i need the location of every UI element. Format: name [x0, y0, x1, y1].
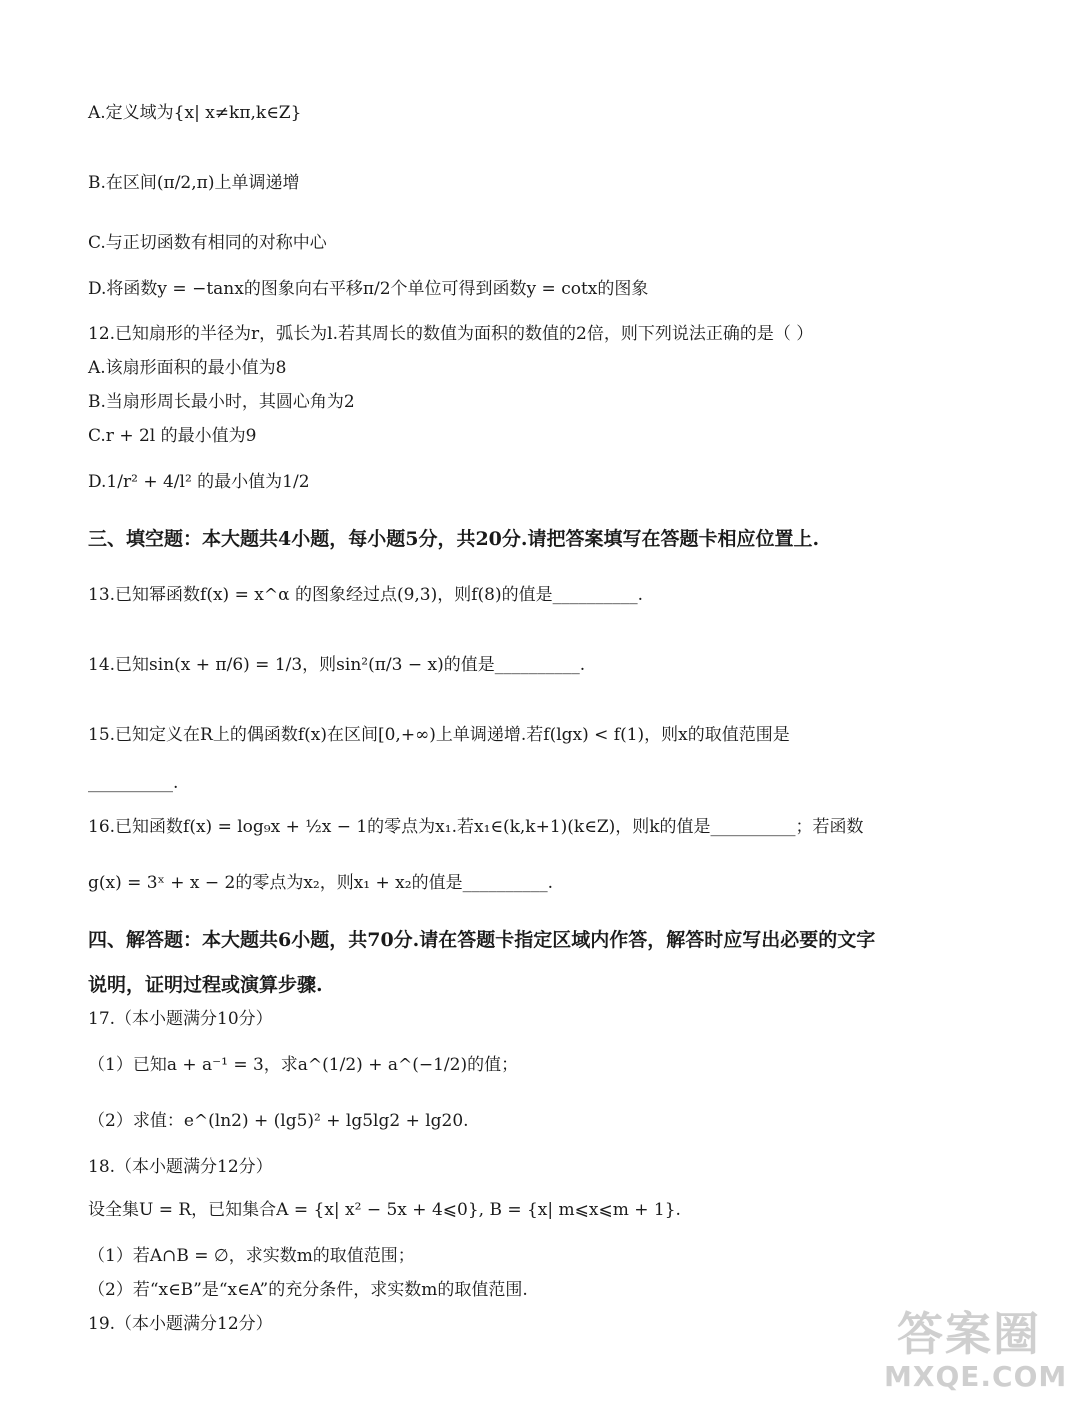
q15-line2: __________.: [88, 773, 179, 793]
q12-stem: 12.已知扇形的半径为r，弧长为l.若其周长的数值为面积的数值的2倍，则下列说法正确的是（ ）: [88, 324, 814, 344]
q19-title: 19.（本小题满分12分）: [88, 1314, 273, 1334]
q15-line1: 15.已知定义在R上的偶函数f(x)在区间[0,+∞)上单调递增.若f(lgx) < f(1)，则x的取值范围是: [88, 725, 790, 745]
q16-line2: g(x) = 3ˣ + x − 2的零点为x₂，则x₁ + x₂的值是__________.: [88, 873, 553, 893]
q18-part1: （1）若A∩B = ∅，求实数m的取值范围；: [88, 1246, 415, 1266]
watermark-bottom-text: MXQE.COM: [884, 1360, 1068, 1393]
q11-option-d: D.将函数y = −tanx的图象向右平移π/2个单位可得到函数y = cotx的图象: [88, 279, 649, 299]
watermark-top-text: 答案圈: [897, 1307, 1041, 1361]
q18-stem: 设全集U = R，已知集合A = {x| x² − 5x + 4⩽0}, B = {x| m⩽x⩽m + 1}.: [88, 1200, 681, 1220]
q18-title: 18.（本小题满分12分）: [88, 1157, 273, 1177]
q13: 13.已知幂函数f(x) = x^α 的图象经过点(9,3)，则f(8)的值是__________.: [88, 585, 644, 605]
section4-heading-line1: 四、解答题：本大题共6小题，共70分.请在答题卡指定区域内作答，解答时应写出必要的文字: [88, 929, 876, 951]
q12-option-d: D.1/r² + 4/l² 的最小值为1/2: [88, 472, 310, 492]
q17-part2: （2）求值：e^(ln2) + (lg5)² + lg5lg2 + lg20.: [88, 1111, 469, 1131]
section4-heading-line2: 说明，证明过程或演算步骤.: [88, 974, 323, 996]
q17-title: 17.（本小题满分10分）: [88, 1009, 273, 1029]
q12-option-a: A.该扇形面积的最小值为8: [88, 358, 287, 378]
q11-option-b: B.在区间(π/2,π)上单调递增: [88, 173, 300, 193]
q16-line1: 16.已知函数f(x) = log₉x + ½x − 1的零点为x₁.若x₁∈(k,k+1)(k∈Z)，则k的值是__________；若函数: [88, 817, 864, 837]
q18-part2: （2）若“x∈B”是“x∈A”的充分条件，求实数m的取值范围.: [88, 1280, 528, 1300]
q12-option-c: C.r + 2l 的最小值为9: [88, 426, 257, 446]
q14: 14.已知sin(x + π/6) = 1/3，则sin²(π/3 − x)的值是__________.: [88, 655, 586, 675]
q12-option-b: B.当扇形周长最小时，其圆心角为2: [88, 392, 355, 412]
section3-heading: 三、填空题：本大题共4小题，每小题5分，共20分.请把答案填写在答题卡相应位置上.: [88, 528, 820, 550]
q17-part1: （1）已知a + a⁻¹ = 3，求a^(1/2) + a^(−1/2)的值；: [88, 1055, 519, 1075]
q11-option-c: C.与正切函数有相同的对称中心: [88, 233, 327, 253]
watermark-logo: [884, 1307, 1068, 1403]
q11-option-a: A.定义域为{x| x≠kπ,k∈Z}: [88, 103, 302, 123]
